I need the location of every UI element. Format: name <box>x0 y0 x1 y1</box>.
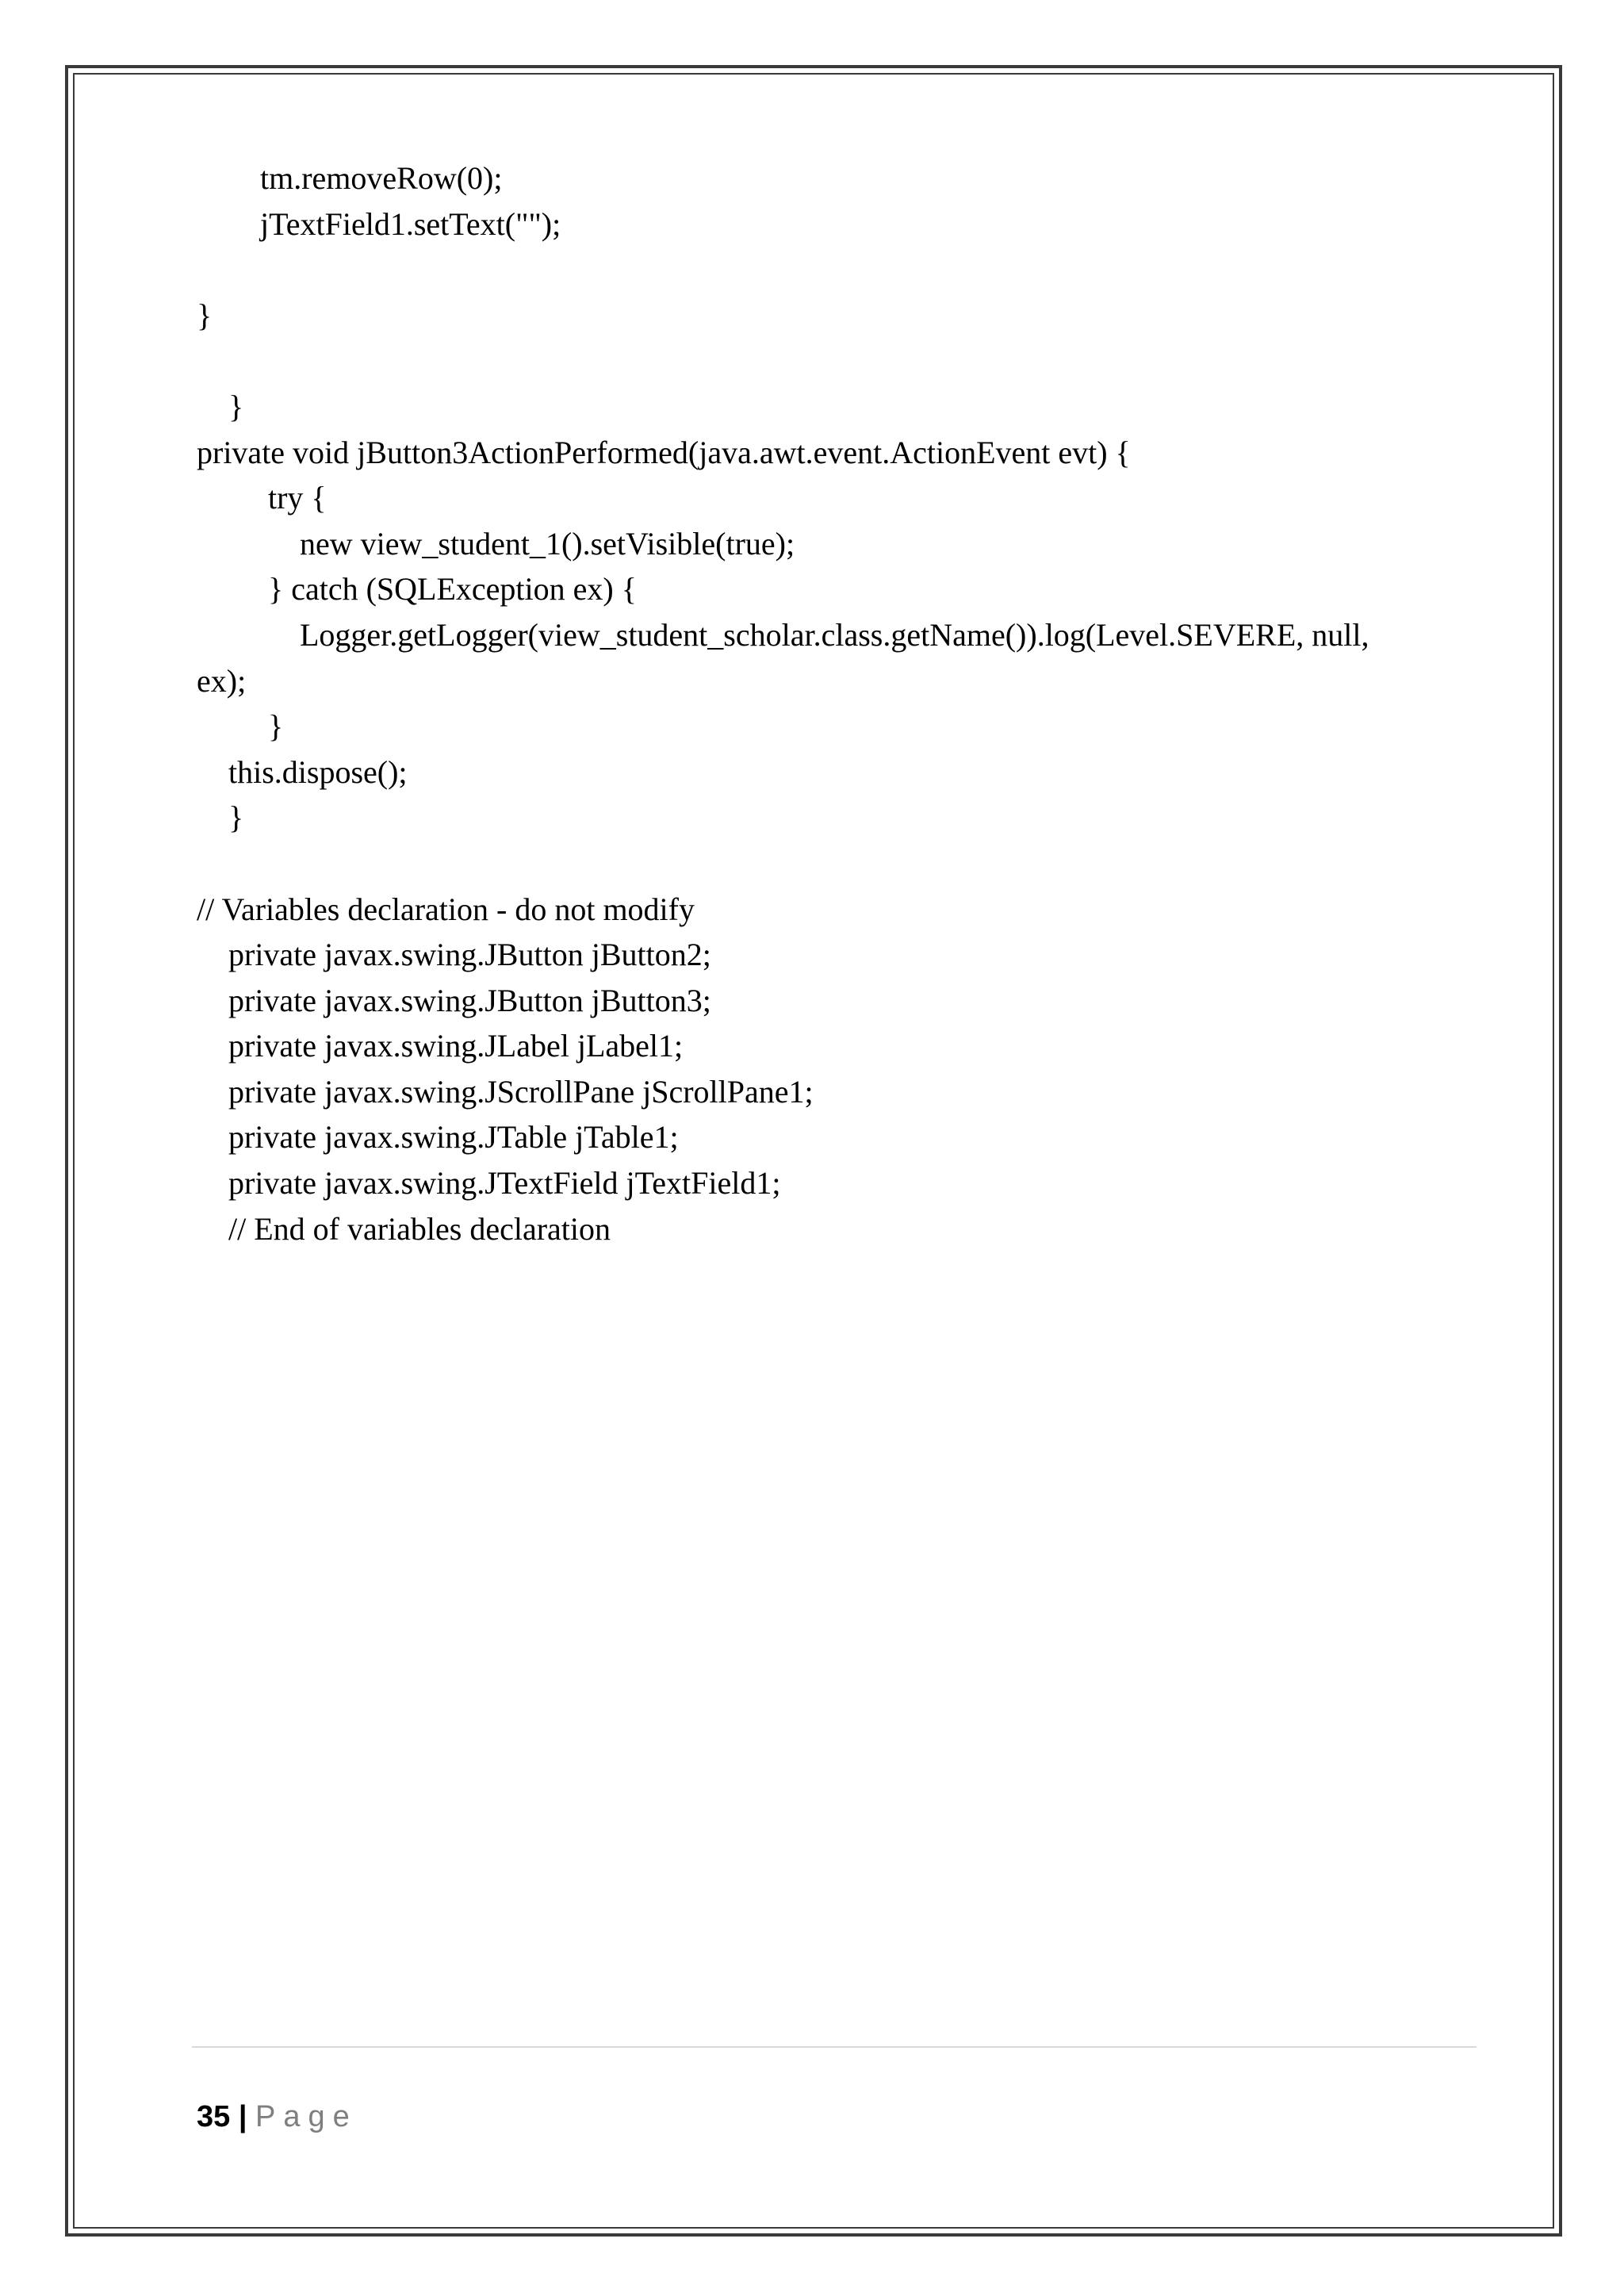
code-line <box>197 841 1481 887</box>
code-line: ex); <box>197 662 247 699</box>
code-line <box>197 247 1481 293</box>
code-line: Logger.getLogger(view_student_scholar.class.getName()).log(Level.SEVERE, null, <box>197 616 1369 653</box>
page-footer <box>197 2099 358 2135</box>
page-label: Page <box>255 2100 358 2133</box>
code-line <box>197 338 1481 384</box>
code-line: private javax.swing.JTable jTable1; <box>197 1119 679 1156</box>
code-line: private javax.swing.JButton jButton2; <box>197 937 711 973</box>
code-listing <box>197 155 1481 1251</box>
code-line: jTextField1.setText(""); <box>197 205 561 242</box>
footer-divider <box>192 2046 1477 2048</box>
code-line: private javax.swing.JScrollPane jScrollPane1; <box>197 1073 814 1110</box>
code-line: } <box>197 708 284 745</box>
code-line: private javax.swing.JButton jButton3; <box>197 982 711 1018</box>
code-line: try { <box>197 480 327 516</box>
code-line: // End of variables declaration <box>197 1210 611 1247</box>
code-line: this.dispose(); <box>197 753 408 790</box>
code-line: private javax.swing.JTextField jTextField1; <box>197 1165 781 1202</box>
page-separator: | <box>230 2100 256 2133</box>
code-line: } catch (SQLException ex) { <box>197 571 637 608</box>
code-line: tm.removeRow(0); <box>197 160 503 196</box>
code-line: private void jButton3ActionPerformed(java.awt.event.ActionEvent evt) { <box>197 434 1131 470</box>
code-line: new view_student_1().setVisible(true); <box>197 525 795 562</box>
code-line: // Variables declaration - do not modify <box>197 891 695 927</box>
code-line: } <box>197 297 213 333</box>
code-line: private javax.swing.JLabel jLabel1; <box>197 1028 684 1064</box>
page-number: 35 <box>197 2100 231 2133</box>
code-line: } <box>197 388 244 424</box>
code-line: } <box>197 799 244 836</box>
